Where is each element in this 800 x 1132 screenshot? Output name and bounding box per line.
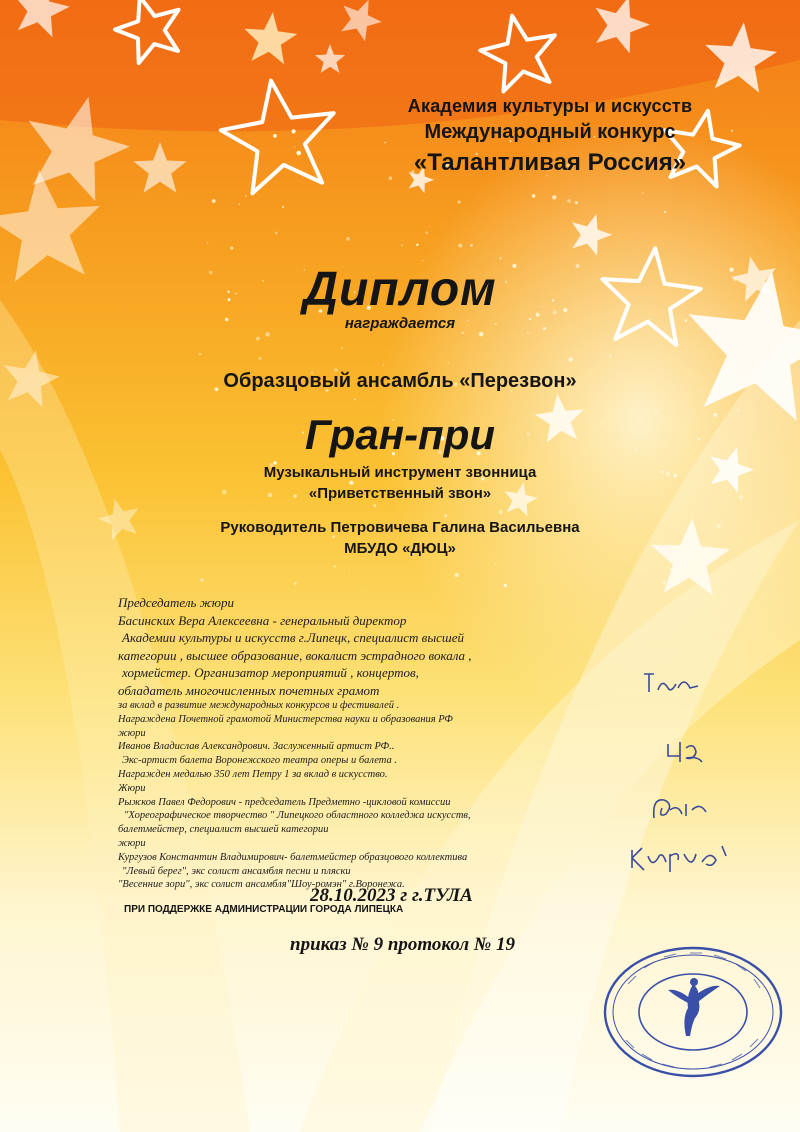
jury-line: за вклад в развитие международных конкурсов и фестивалей . bbox=[118, 700, 400, 711]
organization-stamp bbox=[598, 944, 788, 1079]
sparkle-dot bbox=[383, 364, 384, 365]
jury-line: Рыжков Павел Федорович - председатель Предметно -цикловой комиссии bbox=[118, 796, 451, 808]
jury-line: Награжден медалью 350 лет Петру 1 за вклад в искусство. bbox=[118, 768, 388, 780]
sparkle-dot bbox=[455, 573, 459, 577]
sparkle-dot bbox=[499, 510, 503, 514]
sparkle-dot bbox=[532, 194, 536, 198]
nomination-line: Музыкальный инструмент звонница bbox=[263, 464, 537, 481]
sparkle-dot bbox=[239, 204, 241, 206]
sparkle-dot bbox=[504, 584, 507, 587]
signature bbox=[648, 790, 718, 826]
contest-name: «Талантливая Россия» bbox=[413, 149, 687, 176]
sparkle-dot bbox=[354, 399, 356, 401]
sparkle-dot bbox=[346, 237, 350, 241]
jury-list bbox=[118, 594, 472, 892]
leader-line: МБУДО «ДЮЦ» bbox=[344, 540, 456, 557]
sparkle-dot bbox=[499, 257, 501, 259]
sparkle-dot bbox=[575, 201, 578, 204]
diploma-title: Диплом bbox=[303, 263, 497, 316]
jury-line: Басинских Вера Алексеевна - генеральный директор bbox=[118, 612, 407, 628]
sparkle-dot bbox=[334, 565, 336, 567]
sparkle-dot bbox=[458, 244, 462, 248]
nomination-line: «Приветственный звон» bbox=[308, 485, 492, 502]
sparkle-dot bbox=[282, 206, 284, 208]
signature bbox=[664, 736, 714, 766]
jury-line: "Весенние зори", экс солист ансамбля"Шоу-ромэн" г.Воронежа. bbox=[118, 879, 405, 891]
sparkle-dot bbox=[662, 581, 666, 585]
sparkle-dot bbox=[669, 568, 672, 571]
jury-line: хормейстер. Организатор мероприятий , концертов, bbox=[122, 665, 419, 680]
leader-line: Руководитель Петровичева Галина Васильевна bbox=[220, 519, 580, 536]
sparkle-dot bbox=[256, 337, 260, 341]
jury-line: Награждена Почетной грамотой Министерства науки и образования РФ bbox=[118, 713, 453, 725]
jury-line: категории , высшее образование, вокалист эстрадного вокала , bbox=[118, 647, 472, 663]
jury-line: обладатель многочисленных почетных грамот bbox=[118, 682, 380, 698]
sparkle-dot bbox=[294, 147, 295, 148]
sparkle-dot bbox=[416, 244, 418, 246]
sparkle-dot bbox=[737, 366, 738, 367]
sparkle-dot bbox=[552, 195, 556, 199]
sparkle-dot bbox=[341, 347, 343, 349]
jury-line: жюри bbox=[118, 727, 146, 739]
signature bbox=[640, 668, 720, 698]
sparkle-dot bbox=[200, 578, 203, 581]
award-title: Гран-при bbox=[304, 411, 496, 458]
sparkle-dot bbox=[448, 362, 449, 363]
sparkle-dot bbox=[479, 332, 483, 336]
support-note: ПРИ ПОДДЕРЖКЕ АДМИНИСТРАЦИИ ГОРОДА ЛИПЕЦКА bbox=[124, 904, 404, 915]
jury-line: Экс-артист балета Воронежского театра оперы и балета . bbox=[122, 755, 397, 767]
sparkle-dot bbox=[275, 232, 278, 235]
sparkle-dot bbox=[664, 211, 666, 213]
sparkle-dot bbox=[567, 199, 571, 203]
signature bbox=[626, 840, 736, 876]
sparkle-dot bbox=[470, 244, 473, 247]
sparkle-dot bbox=[374, 504, 377, 507]
sparkle-dot bbox=[495, 563, 497, 565]
leader-info bbox=[0, 517, 800, 559]
sparkle-dot bbox=[569, 357, 573, 361]
jury-line: "Левый берег", экс солист ансамбля песни и пляски bbox=[122, 865, 351, 877]
awarded-label: награждается bbox=[344, 315, 456, 332]
jury-line: Кургузов Константин Владимирович- балетмейстер образцового коллектива bbox=[118, 851, 468, 863]
sparkle-dot bbox=[294, 582, 297, 585]
sparkle-dot bbox=[199, 353, 202, 356]
jury-line: Академии культуры и искусств г.Липецк, специалист высшей bbox=[122, 630, 464, 645]
sparkle-dot bbox=[265, 332, 270, 337]
sparkle-dot bbox=[245, 195, 247, 197]
contest-type: Международный конкурс bbox=[424, 121, 676, 143]
sparkle-dot bbox=[642, 192, 644, 194]
jury-line: Жюри bbox=[118, 782, 146, 794]
jury-line: Иванов Владислав Александрович. Заслуженный артист РФ.. bbox=[118, 741, 395, 753]
jury-line: "Хореографическое творчество " Липецкого областного колледжа искусств, bbox=[124, 810, 471, 822]
academy-name: Академия культуры и искусств bbox=[407, 96, 693, 116]
sparkle-dot bbox=[458, 201, 461, 204]
sparkle-dot bbox=[259, 357, 262, 360]
sparkle-dot bbox=[364, 589, 365, 590]
date-city: 28.10.2023 г г.ТУЛА bbox=[310, 885, 473, 906]
jury-line: балетмейстер, специалист высшей категории bbox=[118, 824, 329, 836]
sparkle-dot bbox=[230, 247, 233, 250]
sparkle-dot bbox=[609, 355, 611, 357]
order-number: приказ № 9 протокол № 19 bbox=[290, 934, 516, 955]
jury-line: Председатель жюри bbox=[118, 595, 234, 610]
sparkle-dot bbox=[527, 332, 529, 334]
sparkle-dot bbox=[425, 231, 428, 234]
sparkle-dot bbox=[401, 244, 403, 246]
nomination bbox=[0, 462, 800, 504]
recipient-name: Образцовый ансамбль «Перезвон» bbox=[223, 370, 577, 392]
sparkle-dot bbox=[349, 569, 350, 570]
sparkle-dot bbox=[207, 242, 209, 244]
jury-line: жюри bbox=[118, 837, 146, 849]
sparkle-dot bbox=[212, 199, 216, 203]
sparkle-dot bbox=[695, 565, 698, 568]
